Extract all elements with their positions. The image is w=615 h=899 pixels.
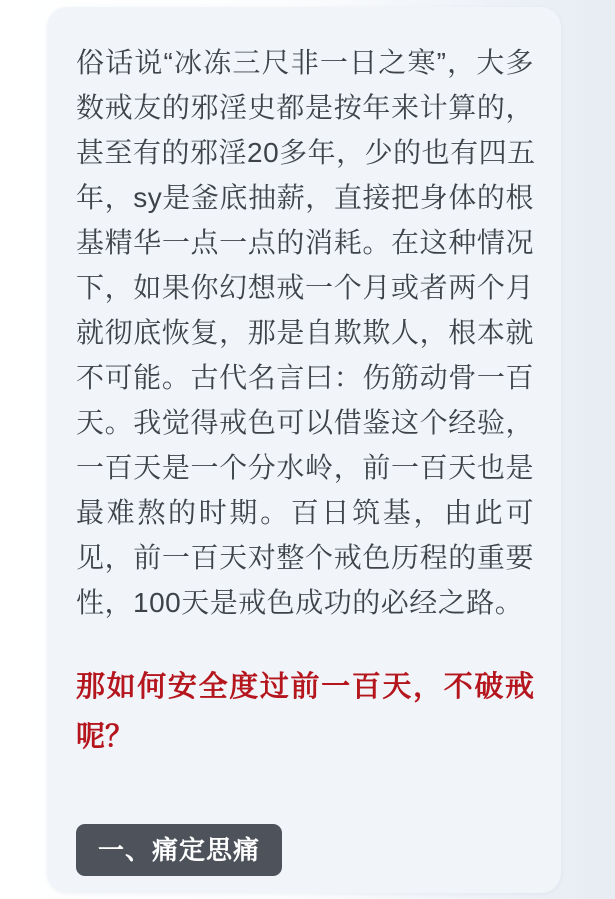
section-heading-banner [76, 824, 282, 876]
body-text-line: 见，前一百天对整个戒色历程的重要 [76, 542, 534, 573]
article-content [47, 7, 561, 876]
highlight-question [76, 662, 534, 762]
body-text-line: 不可能。古代名言曰：伤筋动骨一百 [76, 362, 534, 393]
article-card [47, 7, 561, 893]
body-text-line: 俗话说“冰冻三尺非一日之寒”，大多 [76, 47, 534, 78]
body-text-line: 数戒友的邪淫史都是按年来计算的， [76, 92, 534, 123]
body-text-line: 下，如果你幻想戒一个月或者两个月 [76, 272, 534, 303]
highlight-text-line: 呢？ [76, 721, 135, 753]
body-text-line: 一百天是一个分水岭，前一百天也是 [76, 452, 534, 483]
body-text-line: 天。我觉得戒色可以借鉴这个经验， [76, 407, 534, 438]
highlight-text-line: 那如何安全度过前一百天，不破戒 [76, 671, 534, 703]
article-body-paragraph [76, 40, 534, 625]
body-text-line: 性，100天是戒色成功的必经之路。 [76, 587, 524, 618]
body-text-line: 最难熬的时期。百日筑基，由此可 [76, 497, 534, 528]
body-text-line: 就彻底恢复，那是自欺欺人，根本就 [76, 317, 534, 348]
body-text-line: 基精华一点一点的消耗。在这种情况 [76, 227, 534, 258]
body-text-line: 甚至有的邪淫20多年，少的也有四五 [76, 137, 536, 168]
section-heading-text: 一、痛定思痛 [98, 835, 261, 865]
body-text-line: 年，sy是釜底抽薪，直接把身体的根 [76, 182, 534, 213]
